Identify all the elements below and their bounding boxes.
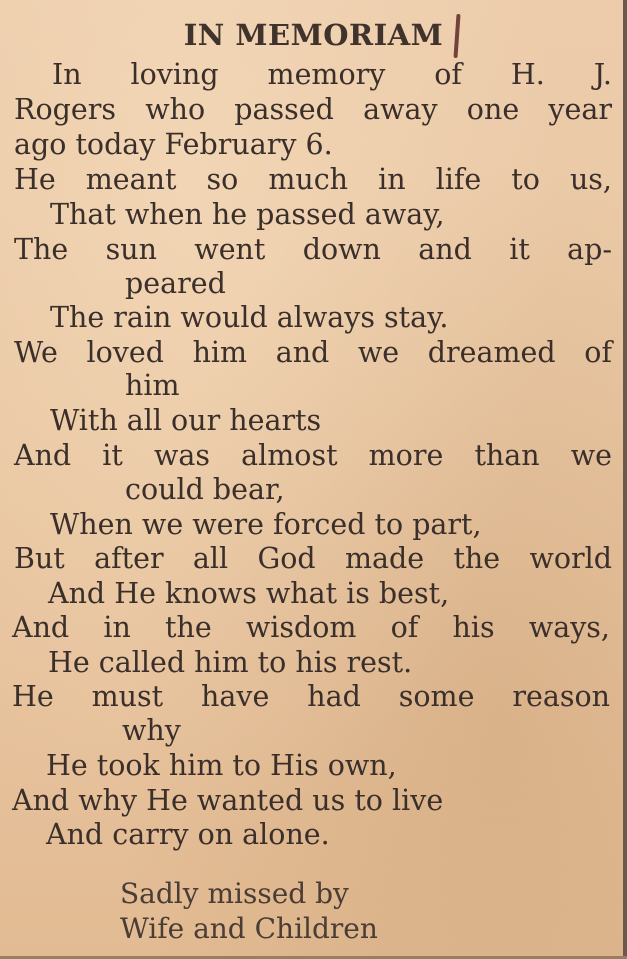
verse-line: He meant so much in life to us, — [14, 163, 612, 196]
verse-line: The sun went down and it ap- — [14, 233, 612, 266]
intro-line: ago today February 6. — [14, 128, 333, 161]
verse-line: But after all God made the world — [14, 542, 612, 575]
verse-line: We loved him and we dreamed of — [14, 336, 612, 369]
clipping-right-edge — [623, 0, 627, 959]
intro-line: Rogers who passed away one year — [14, 93, 612, 126]
verse-line: That when he passed away, — [50, 198, 445, 231]
verse-line: And He knows what is best, — [48, 577, 450, 610]
verse-line: With all our hearts — [50, 404, 322, 437]
verse-line: why — [122, 714, 181, 747]
memoriam-title: IN MEMORIAM — [183, 18, 444, 52]
verse-line: And in the wisdom of his ways, — [12, 611, 610, 644]
verse-line: And why He wanted us to live — [12, 784, 444, 817]
verse-line: And carry on alone. — [46, 818, 330, 851]
verse-line: When we were forced to part, — [50, 508, 482, 541]
verse-line: him — [125, 369, 180, 402]
verse-line: could bear, — [125, 473, 285, 506]
signature-line: Wife and Children — [120, 912, 378, 945]
verse-line: The rain would always stay. — [50, 301, 449, 334]
verse-line: He must have had some reason — [12, 680, 610, 713]
intro-line: In loving memory of H. J. — [52, 58, 612, 91]
verse-line: He took him to His own, — [46, 749, 397, 782]
verse-line: He called him to his rest. — [48, 646, 413, 679]
verse-line: And it was almost more than we — [14, 439, 612, 472]
signature-line: Sadly missed by — [120, 877, 349, 910]
verse-line: peared — [125, 267, 226, 300]
